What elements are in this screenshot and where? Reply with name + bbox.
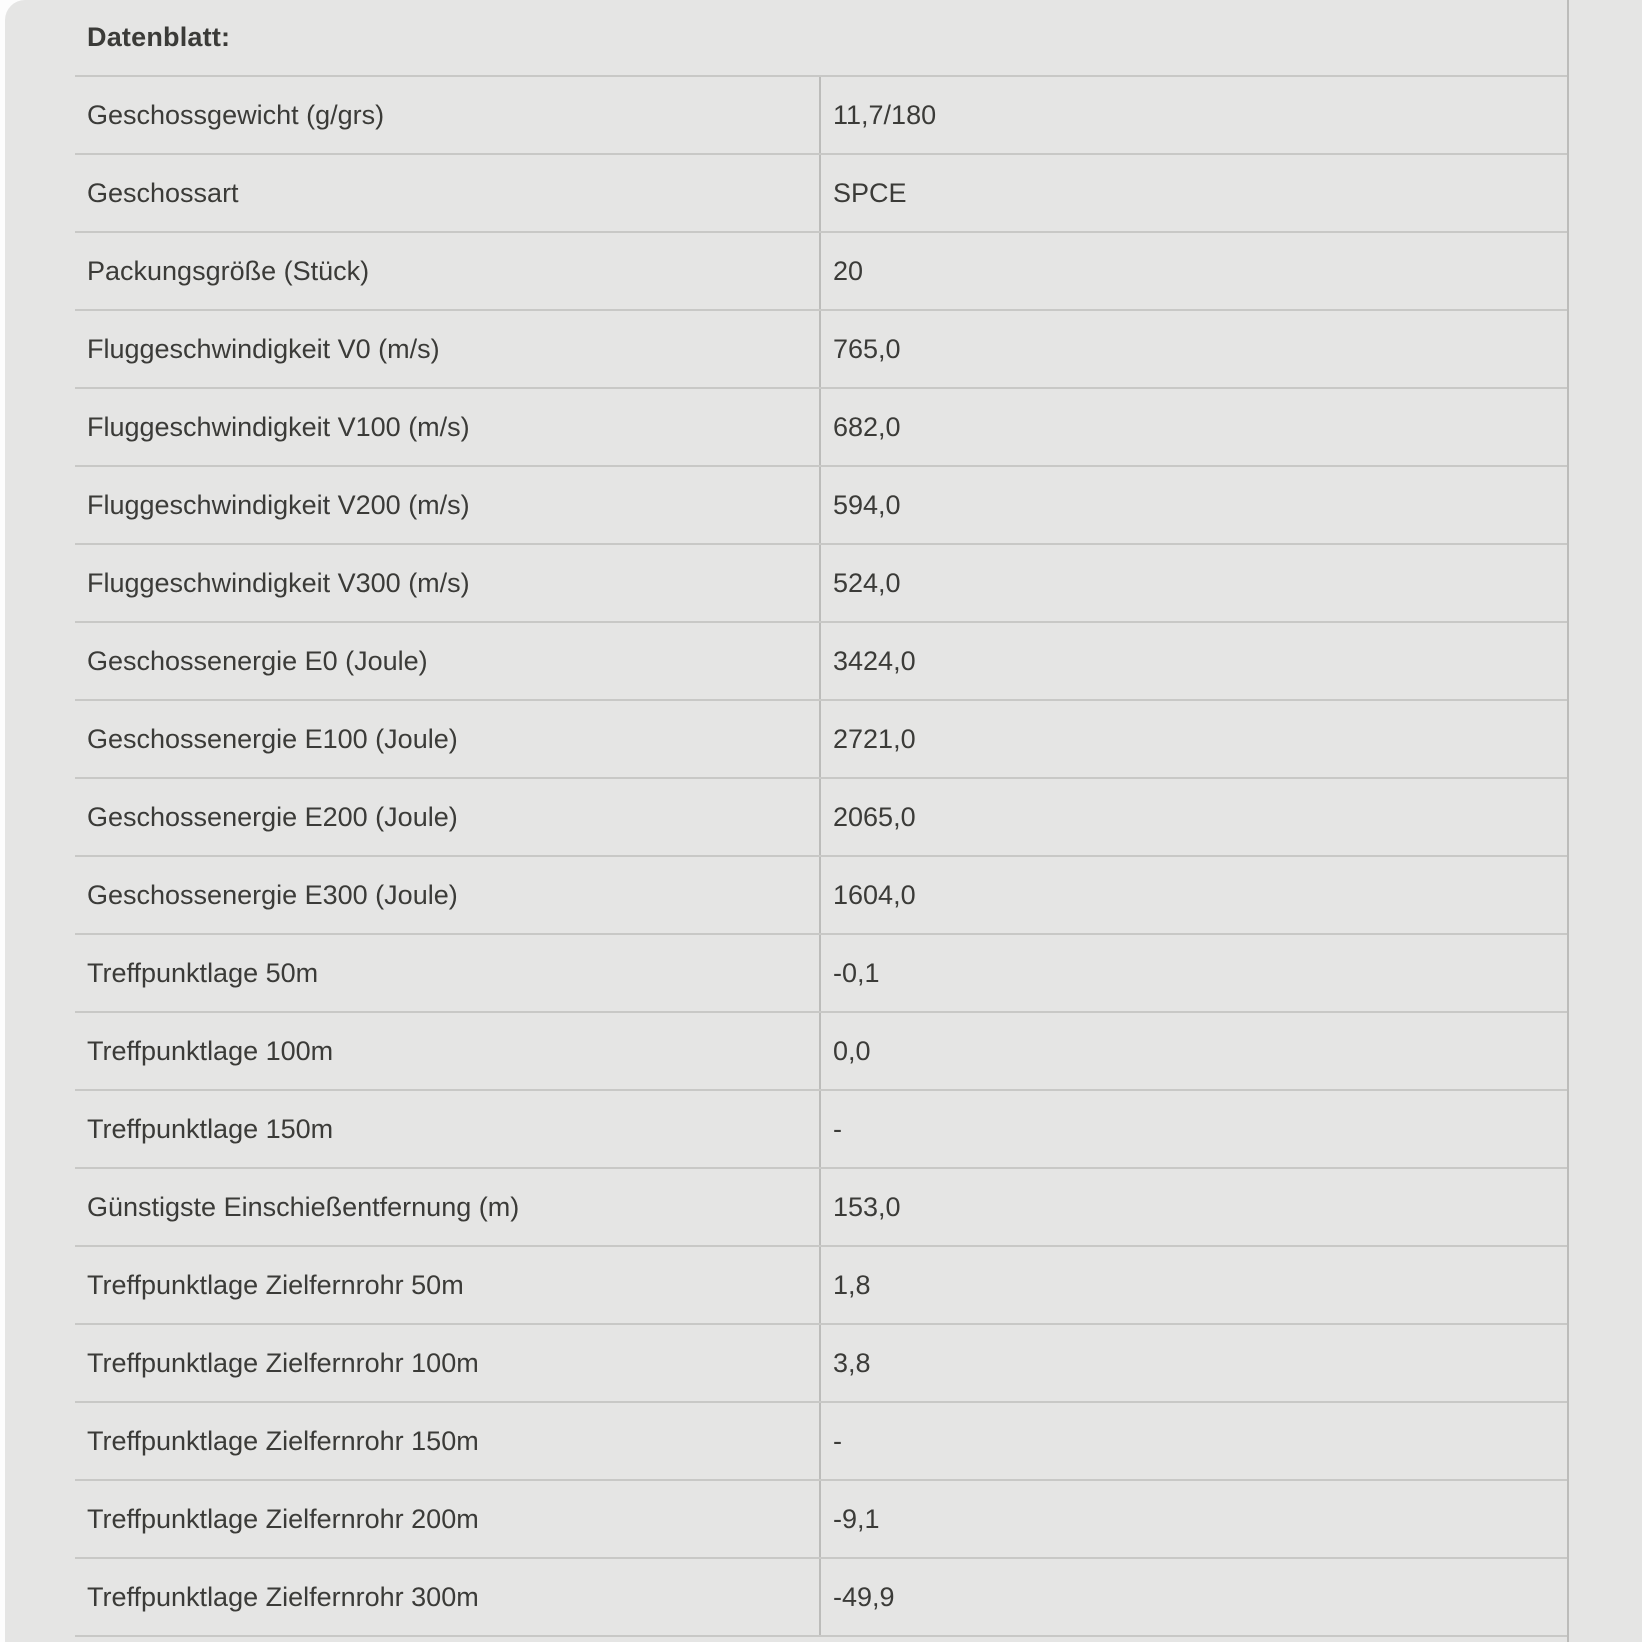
table-row: [75, 1403, 1567, 1481]
row-value: 2721,0: [833, 723, 916, 754]
row-label: Günstigste Einschießentfernung (m): [75, 1169, 821, 1245]
table-row: [75, 779, 1567, 857]
table-row: [75, 701, 1567, 779]
row-label: Treffpunktlage 150m: [75, 1091, 821, 1167]
row-label: Treffpunktlage Zielfernrohr 150m: [75, 1403, 821, 1479]
row-label: Treffpunktlage Zielfernrohr 300m: [75, 1559, 821, 1635]
row-value: -49,9: [833, 1581, 895, 1612]
row-value: -0,1: [833, 957, 880, 988]
row-label: Fluggeschwindigkeit V300 (m/s): [75, 545, 821, 621]
row-label: Treffpunktlage Zielfernrohr 200m: [75, 1481, 821, 1557]
table-row: [75, 1169, 1567, 1247]
row-value: 1604,0: [833, 879, 916, 910]
content-sheet: [5, 0, 1642, 1642]
table-row: [75, 545, 1567, 623]
row-label: Geschossart: [75, 155, 821, 231]
table-row: [75, 1247, 1567, 1325]
row-label: Geschossenergie E200 (Joule): [75, 779, 821, 855]
table-row: [75, 935, 1567, 1013]
row-label: Fluggeschwindigkeit V200 (m/s): [75, 467, 821, 543]
row-label: Geschossgewicht (g/grs): [75, 77, 821, 153]
row-value: 20: [833, 255, 864, 286]
row-value: 594,0: [833, 489, 901, 520]
table-row: [75, 1091, 1567, 1169]
row-label: Fluggeschwindigkeit V0 (m/s): [75, 311, 821, 387]
table-row: [75, 857, 1567, 935]
row-label: Fluggeschwindigkeit V100 (m/s): [75, 389, 821, 465]
table-row: [75, 1481, 1567, 1559]
table-row: [75, 155, 1567, 233]
row-value: 2065,0: [833, 801, 916, 832]
table-row: [75, 623, 1567, 701]
row-value: 0,0: [833, 1035, 871, 1066]
row-value: 3,8: [833, 1347, 871, 1378]
table-row: [75, 311, 1567, 389]
row-value: -9,1: [833, 1503, 880, 1534]
table-row: [75, 233, 1567, 311]
table-row: [75, 1559, 1567, 1637]
row-value: -: [833, 1113, 842, 1144]
row-value: 3424,0: [833, 645, 916, 676]
table-row: [75, 1013, 1567, 1091]
row-label: Treffpunktlage 50m: [75, 935, 821, 1011]
row-value: 153,0: [833, 1191, 901, 1222]
table-row: [75, 77, 1567, 155]
row-label: Packungsgröße (Stück): [75, 233, 821, 309]
table-row: [75, 467, 1567, 545]
row-label: Treffpunktlage Zielfernrohr 100m: [75, 1325, 821, 1401]
table-row: [75, 1325, 1567, 1403]
row-value: 765,0: [833, 333, 901, 364]
row-label: Treffpunktlage 100m: [75, 1013, 821, 1089]
row-value: SPCE: [833, 177, 907, 208]
row-value: 524,0: [833, 567, 901, 598]
datasheet-title: Datenblatt:: [75, 0, 1567, 77]
row-value: 11,7/180: [833, 99, 937, 130]
row-label: Geschossenergie E0 (Joule): [75, 623, 821, 699]
row-value: 682,0: [833, 411, 901, 442]
datasheet-table: [75, 0, 1569, 1642]
table-row: [75, 389, 1567, 467]
row-value: -: [833, 1425, 842, 1456]
row-value: 1,8: [833, 1269, 871, 1300]
row-label: Geschossenergie E100 (Joule): [75, 701, 821, 777]
row-label: Geschossenergie E300 (Joule): [75, 857, 821, 933]
row-label: Treffpunktlage Zielfernrohr 50m: [75, 1247, 821, 1323]
datasheet-rows: [75, 77, 1567, 1637]
